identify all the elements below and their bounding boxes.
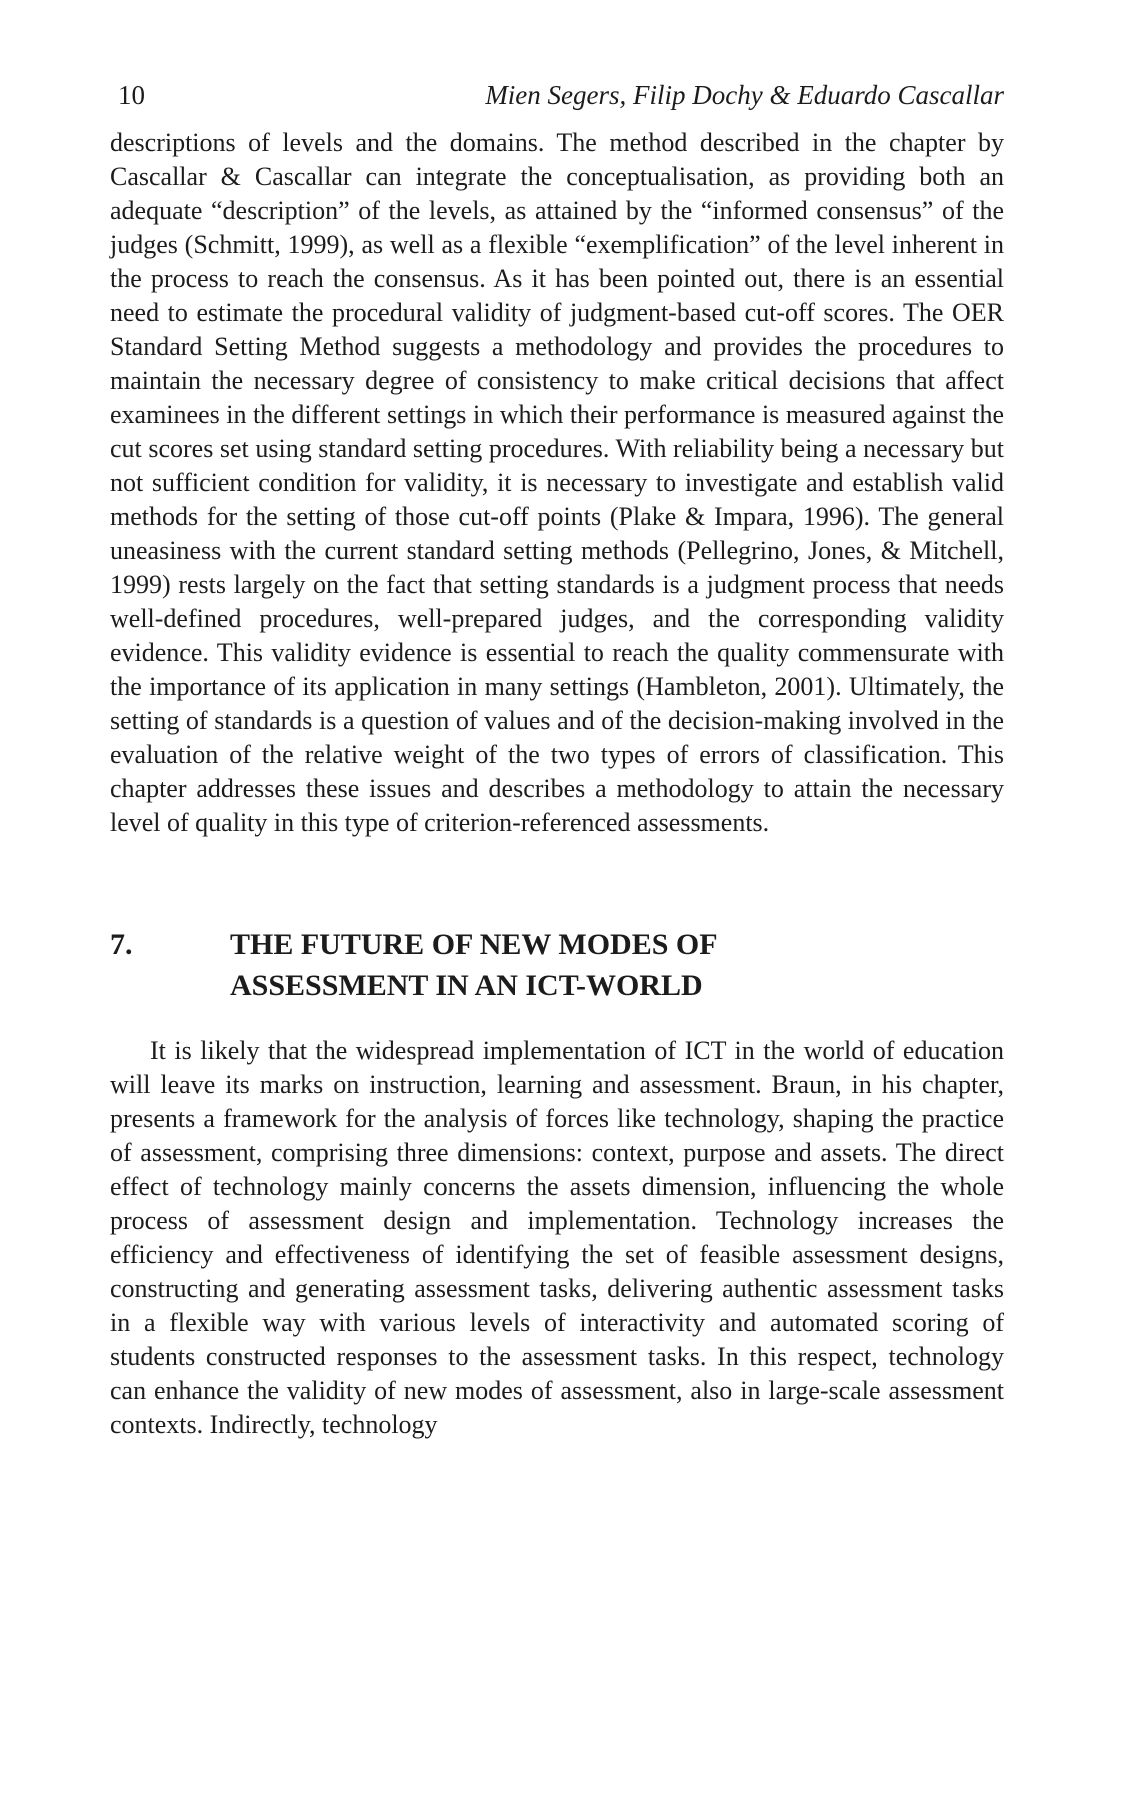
- section-number: 7.: [110, 928, 133, 961]
- running-head: [110, 78, 1004, 112]
- section-title-line-1: THE FUTURE OF NEW MODES OF: [230, 928, 718, 961]
- body-paragraph-2: It is likely that the widespread implementation of ICT in the world of education will leave its marks on instruction, learning and assessment. Braun, in his chapter, presents a framework for the analysis of forces like technology, shaping the practice of assessment, comprising three dimensions: context, purpose and assets. The direct effect of technology mainly concerns the assets dimension, influencing the whole process of assessment design and implementation. Technology increases the efficiency and effectiveness of identifying the set of feasible assessment designs, constructing and generating assessment tasks, delivering authentic assessment tasks in a flexible way with various levels of interactivity and automated scoring of students constructed responses to the assessment tasks. In this respect, technology can enhance the validity of new modes of assessment, also in large-scale assessment contexts. Indirectly, technology: [110, 1036, 1004, 1439]
- book-page: [110, 78, 1004, 1442]
- page-number: 10: [118, 80, 145, 110]
- section-title-line-2: ASSESSMENT IN AN ICT-WORLD: [230, 969, 703, 1002]
- running-head-authors: Mien Segers, Filip Dochy & Eduardo Cascallar: [485, 80, 1004, 110]
- section-title: [230, 924, 1004, 1006]
- body-paragraph-1: descriptions of levels and the domains. The method described in the chapter by Cascallar & Cascallar can integrate the conceptualisation, as providing both an adequate “description” of the levels, as attained by the “informed consensus” of the judges (Schmitt, 1999), as well as a flexible “exemplification” of the level inherent in the process to reach the consensus. As it has been pointed out, there is an essential need to estimate the procedural validity of judgment-based cut-off scores. The OER Standard Setting Method suggests a methodology and provides the procedures to maintain the necessary degree of consistency to make critical decisions that affect examinees in the different settings in which their performance is measured against the cut scores set using standard setting procedures. With reliability being a necessary but not sufficient condition for validity, it is necessary to investigate and establish valid methods for the setting of those cut-off points (Plake & Impara, 1996). The general uneasiness with the current standard setting methods (Pellegrino, Jones, & Mitchell, 1999) rests largely on the fact that setting standards is a judgment process that needs well-defined procedures, well-prepared judges, and the corresponding validity evidence. This validity evidence is essential to reach the quality commensurate with the importance of its application in many settings (Hambleton, 2001). Ultimately, the setting of standards is a question of values and of the decision-making involved in the evaluation of the relative weight of the two types of errors of classification. This chapter addresses these issues and describes a methodology to attain the necessary level of quality in this type of criterion-referenced assessments.: [110, 128, 1004, 837]
- section-heading: [110, 924, 1004, 1006]
